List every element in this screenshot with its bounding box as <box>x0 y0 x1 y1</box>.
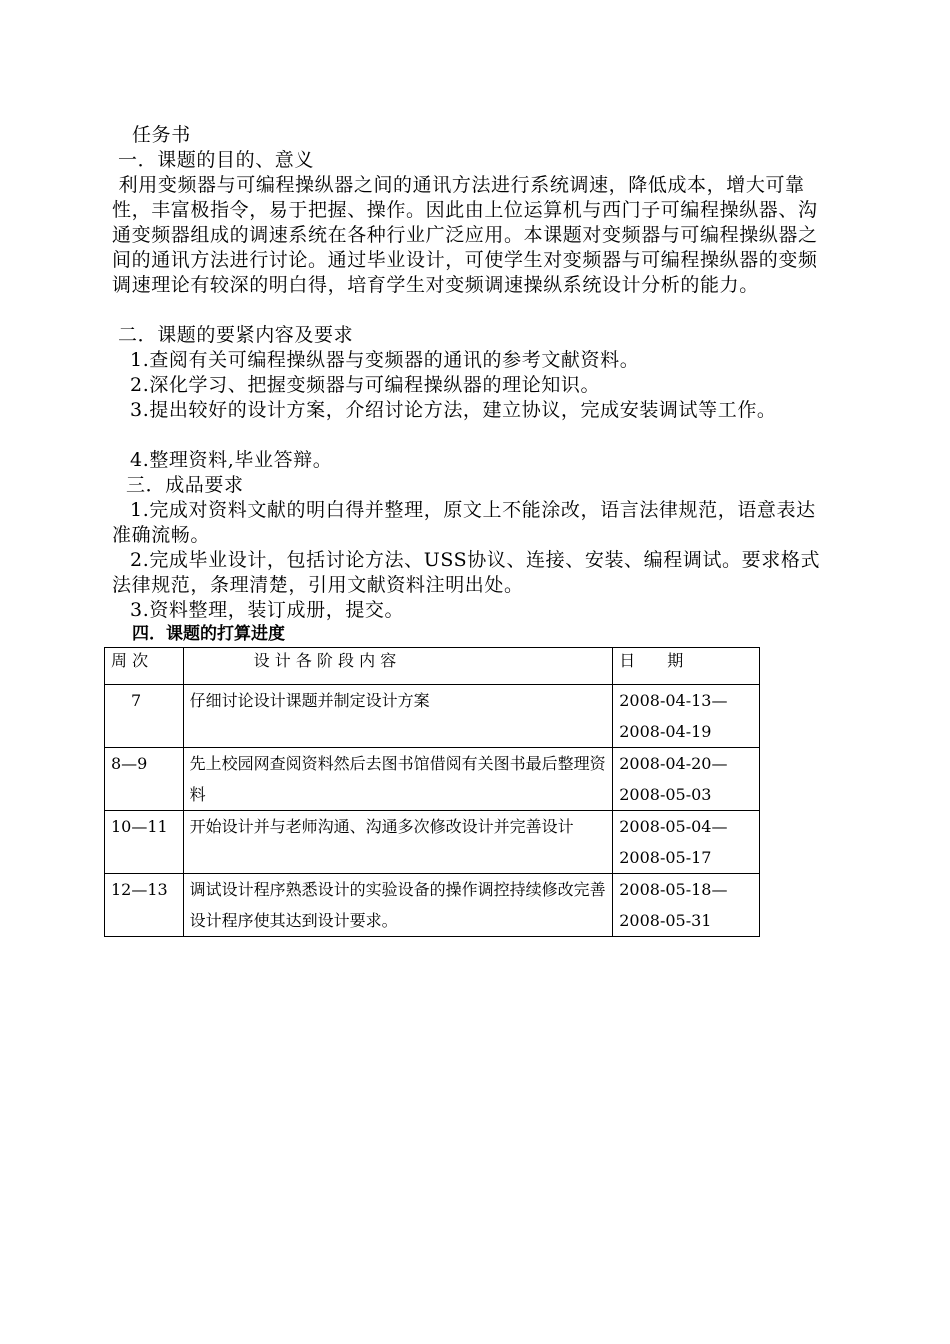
table-header-row <box>105 648 760 685</box>
date-from: 2008-05-04— <box>619 817 728 836</box>
header-date: 日 期 <box>613 648 760 685</box>
date-from: 2008-04-20— <box>619 754 728 773</box>
date-cell <box>613 811 760 874</box>
content-cell: 调试设计程序熟悉设计的实验设备的操作调控持续修改完善设计程序使其达到设计要求。 <box>183 874 613 937</box>
date-cell <box>613 748 760 811</box>
section1-title: 一．课题的目的、意义 <box>118 149 315 171</box>
section3-title: 三．成品要求 <box>126 474 244 496</box>
week-cell: 8—9 <box>105 748 184 811</box>
date-from: 2008-04-13— <box>619 691 728 710</box>
table-row <box>105 811 760 874</box>
date-cell <box>613 874 760 937</box>
date-to: 2008-05-17 <box>619 848 712 867</box>
date-cell <box>613 685 760 748</box>
table-row <box>105 748 760 811</box>
header-content: 设 计 各 阶 段 内 容 <box>183 648 613 685</box>
section4-title: 四．课题的打算进度 <box>132 624 285 644</box>
section2-item-3: 3.提出较好的设计方案，介绍讨论方法，建立协议，完成安装调试等工作。 <box>130 399 777 421</box>
week-cell: 10—11 <box>105 811 184 874</box>
section2-item-1: 1.查阅有关可编程操纵器与变频器的通讯的参考文献资料。 <box>130 349 640 371</box>
schedule-table <box>104 647 760 937</box>
section2-title: 二．课题的要紧内容及要求 <box>118 324 354 346</box>
table-row <box>105 685 760 748</box>
section2-item-4: 4.整理资料,毕业答辩。 <box>130 449 333 471</box>
week-cell: 7 <box>105 685 184 748</box>
content-cell: 仔细讨论设计课题并制定设计方案 <box>183 685 613 748</box>
section2-item-2: 2.深化学习、把握变频器与可编程操纵器的理论知识。 <box>130 374 601 396</box>
content-cell: 先上校园网查阅资料然后去图书馆借阅有关图书最后整理资料 <box>183 748 613 811</box>
date-from: 2008-05-18— <box>619 880 728 899</box>
page-heading: 任务书 <box>132 124 191 146</box>
content-cell: 开始设计并与老师沟通、沟通多次修改设计并完善设计 <box>183 811 613 874</box>
header-week: 周 次 <box>105 648 184 685</box>
date-to: 2008-04-19 <box>619 722 712 741</box>
section3-item-1: 1.完成对资料文献的明白得并整理，原文上不能涂改，语言法律规范，语意表达准确流畅。 <box>112 499 816 546</box>
date-to: 2008-05-03 <box>619 785 712 804</box>
table-row <box>105 874 760 937</box>
section3-item-3: 3.资料整理，装订成册，提交。 <box>130 599 405 621</box>
section3-item-2: 2.完成毕业设计，包括讨论方法、USS协议、连接、安装、编程调试。要求格式法律规范，条理清楚，引用文献资料注明出处。 <box>112 549 821 596</box>
section1-body: 利用变频器与可编程操纵器之间的通讯方法进行系统调速，降低成本，增大可靠性，丰富极指令，易于把握、操作。因此由上位运算机与西门子可编程操纵器、沟通变频器组成的调速系统在各种行业广泛应用。本课题对变频器与可编程操纵器之间的通讯方法进行讨论。通过毕业设计，可使学生对变频器与可编程操纵器的变频调速理论有较深的明白得，培育学生对变频调速操纵系统设计分析的能力。 <box>112 174 818 296</box>
week-cell: 12—13 <box>105 874 184 937</box>
date-to: 2008-05-31 <box>619 911 712 930</box>
